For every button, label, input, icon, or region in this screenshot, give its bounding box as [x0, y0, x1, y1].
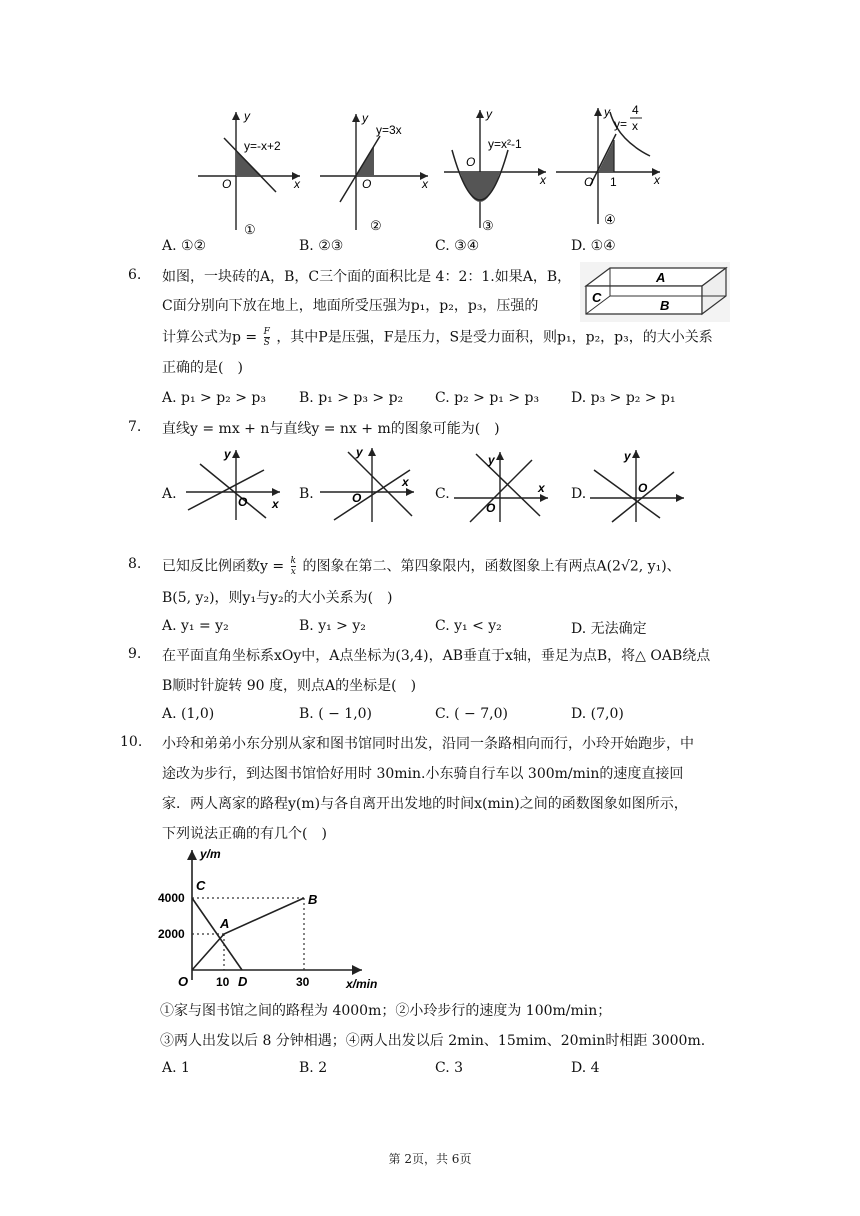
q7-option-b[interactable]: B. — [299, 486, 314, 502]
q5-g1-axis-y: y — [244, 109, 250, 123]
q5-g1-number: ① — [244, 222, 256, 237]
q7-line-1: 直线y = mx + n与直线y = nx + m的图象可能为( ) — [162, 421, 500, 437]
q5-g4-axis-x: x — [654, 173, 660, 187]
q5-option-a[interactable]: A. ①② — [162, 238, 207, 254]
q5-g2-axis-y: y — [362, 111, 368, 125]
q10-x-label: x/min — [346, 977, 378, 991]
q6-line-2: C面分别向下放在地上，地面所受压强为p₁，p₂，p₃，压强的 — [162, 298, 539, 314]
q8-text-suffix: 的图象在第二、第四象限内，函数图象上有两点A(2√2, y₁)、 — [302, 558, 681, 575]
q10-line-4: 下列说法正确的有几个( ) — [162, 826, 327, 842]
q10-point-a: A — [220, 916, 230, 931]
q5-g1-axis-x: x — [294, 177, 300, 191]
q9-line-1: 在平面直角坐标系xOy中，A点坐标为(3,4)，AB垂直于x轴，垂足为点B，将△ OAB绕点 — [162, 648, 711, 664]
q7-a-origin: O — [238, 495, 248, 509]
q5-g2-label: y=3x — [376, 123, 402, 137]
q5-g3-label: y=x²-1 — [488, 137, 522, 151]
q10-point-d: D — [238, 974, 248, 989]
q10-line-3: 家．两人离家的路程y(m)与各自离开出发地的时间x(min)之间的函数图象如图所示， — [162, 796, 688, 812]
q8-option-c[interactable]: C. y₁ < y₂ — [435, 618, 502, 634]
q7-c-axis-x: x — [538, 481, 545, 495]
q8-line-1 — [162, 556, 681, 577]
page-footer: 第 2页，共 6页 — [388, 1152, 472, 1166]
q5-graphs — [190, 100, 750, 240]
q9-option-c[interactable]: C. ( − 7,0) — [435, 706, 508, 722]
q8-option-a[interactable]: A. y₁ = y₂ — [162, 618, 229, 634]
q7-graph-b — [320, 446, 414, 522]
q10-number: 10. — [120, 734, 143, 750]
q6-number: 6. — [128, 267, 142, 283]
q6-option-d[interactable]: D. p₃ > p₂ > p₁ — [571, 390, 676, 406]
q10-point-c: C — [196, 878, 206, 893]
q5-g4-y-eq: y= — [614, 117, 628, 131]
q8-number: 8. — [128, 556, 142, 572]
q7-c-origin: O — [486, 501, 496, 515]
q5-option-d[interactable]: D. ①④ — [571, 238, 616, 254]
q5-graph-1 — [198, 109, 301, 237]
q6-brick-label-a: A — [656, 270, 666, 285]
q10-tick-10: 10 — [216, 975, 230, 989]
q5-g3-axis-y: y — [486, 107, 492, 121]
q5-g3-number: ③ — [482, 218, 494, 233]
q8-text-prefix: 已知反比例函数y = — [162, 558, 285, 575]
q10-point-b: B — [308, 892, 318, 907]
q7-c-axis-y: y — [488, 453, 495, 467]
q10-tick-2000: 2000 — [158, 927, 185, 941]
q8-frac-num: k — [290, 556, 297, 566]
q10-tick-30: 30 — [296, 975, 310, 989]
q5-g2-number: ② — [370, 218, 382, 233]
q6-line-3 — [162, 327, 713, 348]
q5-g4-number: ④ — [604, 212, 616, 227]
q5-option-b[interactable]: B. ②③ — [299, 238, 344, 254]
q7-d-origin: O — [638, 481, 648, 495]
q9-number: 9. — [128, 646, 142, 662]
q8-option-b[interactable]: B. y₁ > y₂ — [299, 618, 366, 634]
q8-line-2: B(5, y₂)，则y₁与y₂的大小关系为( ) — [162, 590, 393, 606]
q5-g2-axis-x: x — [422, 177, 428, 191]
q7-a-axis-x: x — [272, 497, 279, 511]
q7-graph-c — [454, 452, 548, 522]
q6-brick-label-b: B — [660, 298, 670, 313]
q7-option-c[interactable]: C. — [435, 486, 450, 502]
q10-option-c[interactable]: C. 3 — [435, 1060, 464, 1076]
q5-g4-one: 1 — [610, 175, 617, 189]
q7-option-d[interactable]: D. — [571, 486, 587, 502]
q7-number: 7. — [128, 419, 142, 435]
q5-g1-label: y=-x+2 — [244, 139, 281, 153]
q5-graph-3 — [444, 107, 547, 233]
q6-brick-figure — [580, 262, 730, 322]
q7-b-axis-y: y — [356, 446, 363, 459]
q6-fraction — [264, 327, 270, 348]
q5-g3-axis-x: x — [540, 173, 546, 187]
q6-option-c[interactable]: C. p₂ > p₁ > p₃ — [435, 390, 540, 406]
q5-g3-origin: O — [466, 155, 476, 169]
q6-option-b[interactable]: B. p₁ > p₃ > p₂ — [299, 390, 404, 406]
q7-b-origin: O — [352, 491, 362, 505]
q9-option-d[interactable]: D. (7,0) — [571, 706, 624, 722]
q9-line-2: B顺时针旋转 90 度，则点A的坐标是( ) — [162, 678, 417, 694]
q9-option-a[interactable]: A. (1,0) — [162, 706, 215, 722]
q8-frac-den: x — [290, 567, 296, 577]
q8-option-d[interactable]: D. 无法确定 — [571, 621, 647, 637]
q6-formula-suffix: ，其中P是压强，F是压力，S是受力面积，则p₁，p₂，p₃，的大小关系 — [276, 329, 713, 346]
q10-statement-1: ①家与图书馆之间的路程为 4000m；②小玲步行的速度为 100m/min； — [160, 1003, 612, 1019]
q8-fraction — [291, 556, 296, 577]
q7-graph-a — [186, 447, 280, 520]
q10-tick-4000: 4000 — [158, 891, 185, 905]
q5-g2-origin: O — [362, 177, 372, 191]
q7-option-a[interactable]: A. — [162, 486, 177, 502]
q7-graph-d — [590, 449, 684, 522]
q5-g4-axis-y: y — [604, 105, 610, 119]
q10-line-2: 途改为步行，到达图书馆恰好用时 30min.小东骑自行车以 300m/min的速度直接回 — [162, 766, 684, 782]
q7-b-axis-x: x — [402, 475, 409, 489]
q5-graph-4 — [556, 103, 661, 227]
q7-a-axis-y: y — [224, 447, 231, 461]
q6-frac-num: F — [263, 327, 270, 337]
q7-graphs — [180, 446, 690, 526]
q10-option-a[interactable]: A. 1 — [162, 1060, 190, 1076]
q10-line-1: 小玲和弟弟小东分别从家和图书馆同时出发，沿同一条路相向而行，小玲开始跑步，中 — [162, 736, 694, 752]
q10-option-b[interactable]: B. 2 — [299, 1060, 328, 1076]
q7-d-axis-y: y — [624, 449, 631, 463]
q10-statement-2: ③两人出发以后 8 分钟相遇；④两人出发以后 2min、15mim、20min时相距 3000m. — [160, 1033, 706, 1049]
q6-brick-label-c: C — [592, 290, 602, 305]
q6-frac-den: S — [263, 338, 270, 348]
q5-g1-origin: O — [222, 177, 232, 191]
q5-option-c[interactable]: C. ③④ — [435, 238, 480, 254]
q6-formula-prefix: 计算公式为p = — [162, 329, 258, 346]
q10-option-d[interactable]: D. 4 — [571, 1060, 600, 1076]
q5-g4-num: 4 — [632, 103, 639, 117]
q6-line-4: 正确的是( ) — [162, 360, 243, 376]
q9-option-b[interactable]: B. ( − 1,0) — [299, 706, 373, 722]
q10-point-o: O — [178, 974, 189, 989]
q6-line-1: 如图，一块砖的A，B，C三个面的面积比是 4：2：1.如果A，B， — [162, 269, 572, 285]
q5-g4-origin: O — [584, 175, 594, 189]
q5-g4-den: x — [632, 119, 638, 133]
q10-y-label: y/m — [200, 847, 221, 861]
q5-graph-2 — [320, 111, 429, 233]
q10-graph — [156, 842, 396, 992]
q6-option-a[interactable]: A. p₁ > p₂ > p₃ — [162, 390, 266, 406]
